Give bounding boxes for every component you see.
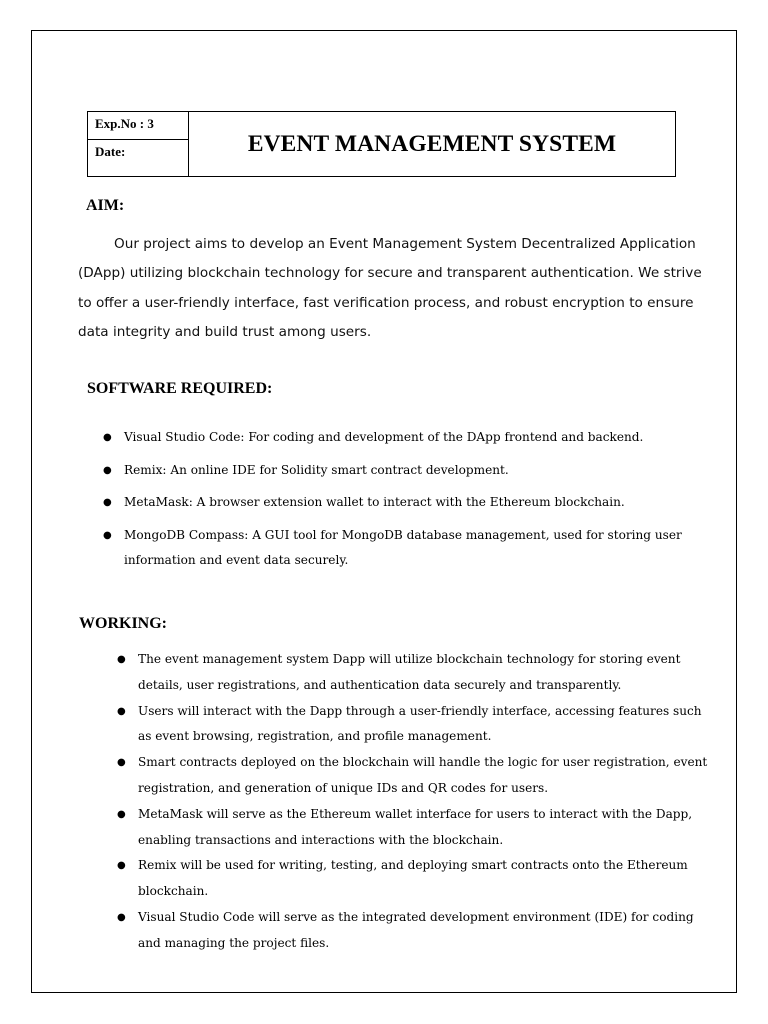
- list-item: [114, 905, 714, 957]
- list-item-text: MetaMask will serve as the Ethereum wallet interface for users to interact with the Dapp, enabling transactions and interactions with the blockchain.: [138, 806, 693, 847]
- list-item: [114, 647, 714, 699]
- list-item: [100, 425, 720, 450]
- bullet-icon: ●: [117, 911, 126, 923]
- list-item-text: MetaMask: A browser extension wallet to interact with the Ethereum blockchain.: [124, 495, 625, 509]
- bullet-icon: ●: [117, 705, 126, 717]
- document-title: EVENT MANAGEMENT SYSTEM: [247, 130, 617, 157]
- list-item: [114, 750, 714, 802]
- working-list: [114, 647, 714, 957]
- date-label: Date:: [95, 144, 126, 159]
- list-item: [100, 490, 720, 515]
- bullet-icon: ●: [103, 497, 112, 508]
- list-item: [114, 699, 714, 751]
- bullet-icon: ●: [103, 432, 112, 443]
- header-table: [87, 111, 676, 177]
- exp-no-label: Exp.No : 3: [88, 112, 188, 140]
- list-item-text: MongoDB Compass: A GUI tool for MongoDB database management, used for storing user information and event data securely.: [124, 527, 682, 567]
- list-item-text: Visual Studio Code: For coding and development of the DApp frontend and backend.: [124, 430, 644, 444]
- working-heading: WORKING:: [79, 615, 167, 632]
- software-heading: SOFTWARE REQUIRED:: [87, 380, 273, 397]
- software-list: [100, 425, 720, 580]
- list-item: [114, 802, 714, 854]
- list-item-text: Smart contracts deployed on the blockchain will handle the logic for user registration, event registration, and generation of unique IDs and QR codes for users.: [138, 755, 708, 795]
- aim-paragraph: Our project aims to develop an Event Management System Decentralized Application (DApp) utilizing blockchain technology for secure and transparent authentication. We strive to offer a user-friendly interface, fast verification process, and robust encryption to ensure data integrity and build trust among users.: [78, 236, 702, 341]
- bullet-icon: ●: [117, 654, 126, 665]
- list-item-text: Visual Studio Code will serve as the integrated development environment (IDE) for coding and managing the project files.: [138, 909, 694, 950]
- bullet-icon: ●: [103, 464, 112, 476]
- list-item-text: The event management system Dapp will utilize blockchain technology for storing event details, user registrations, and authentication data securely and transparently.: [138, 652, 681, 692]
- list-item-text: Remix will be used for writing, testing, and deploying smart contracts onto the Ethereum blockchain.: [138, 858, 688, 899]
- list-item: [114, 853, 714, 905]
- aim-heading: AIM:: [86, 197, 125, 214]
- list-item: [100, 523, 720, 573]
- list-item-text: Users will interact with the Dapp through a user-friendly interface, accessing features such as event browsing, registration, and profile management.: [138, 703, 702, 744]
- bullet-icon: ●: [117, 860, 126, 872]
- bullet-icon: ●: [117, 808, 126, 820]
- bullet-icon: ●: [117, 757, 126, 769]
- list-item-text: Remix: An online IDE for Solidity smart contract development.: [124, 462, 509, 477]
- bullet-icon: ●: [103, 529, 112, 541]
- list-item: [100, 458, 720, 483]
- header-left-column: [88, 112, 189, 176]
